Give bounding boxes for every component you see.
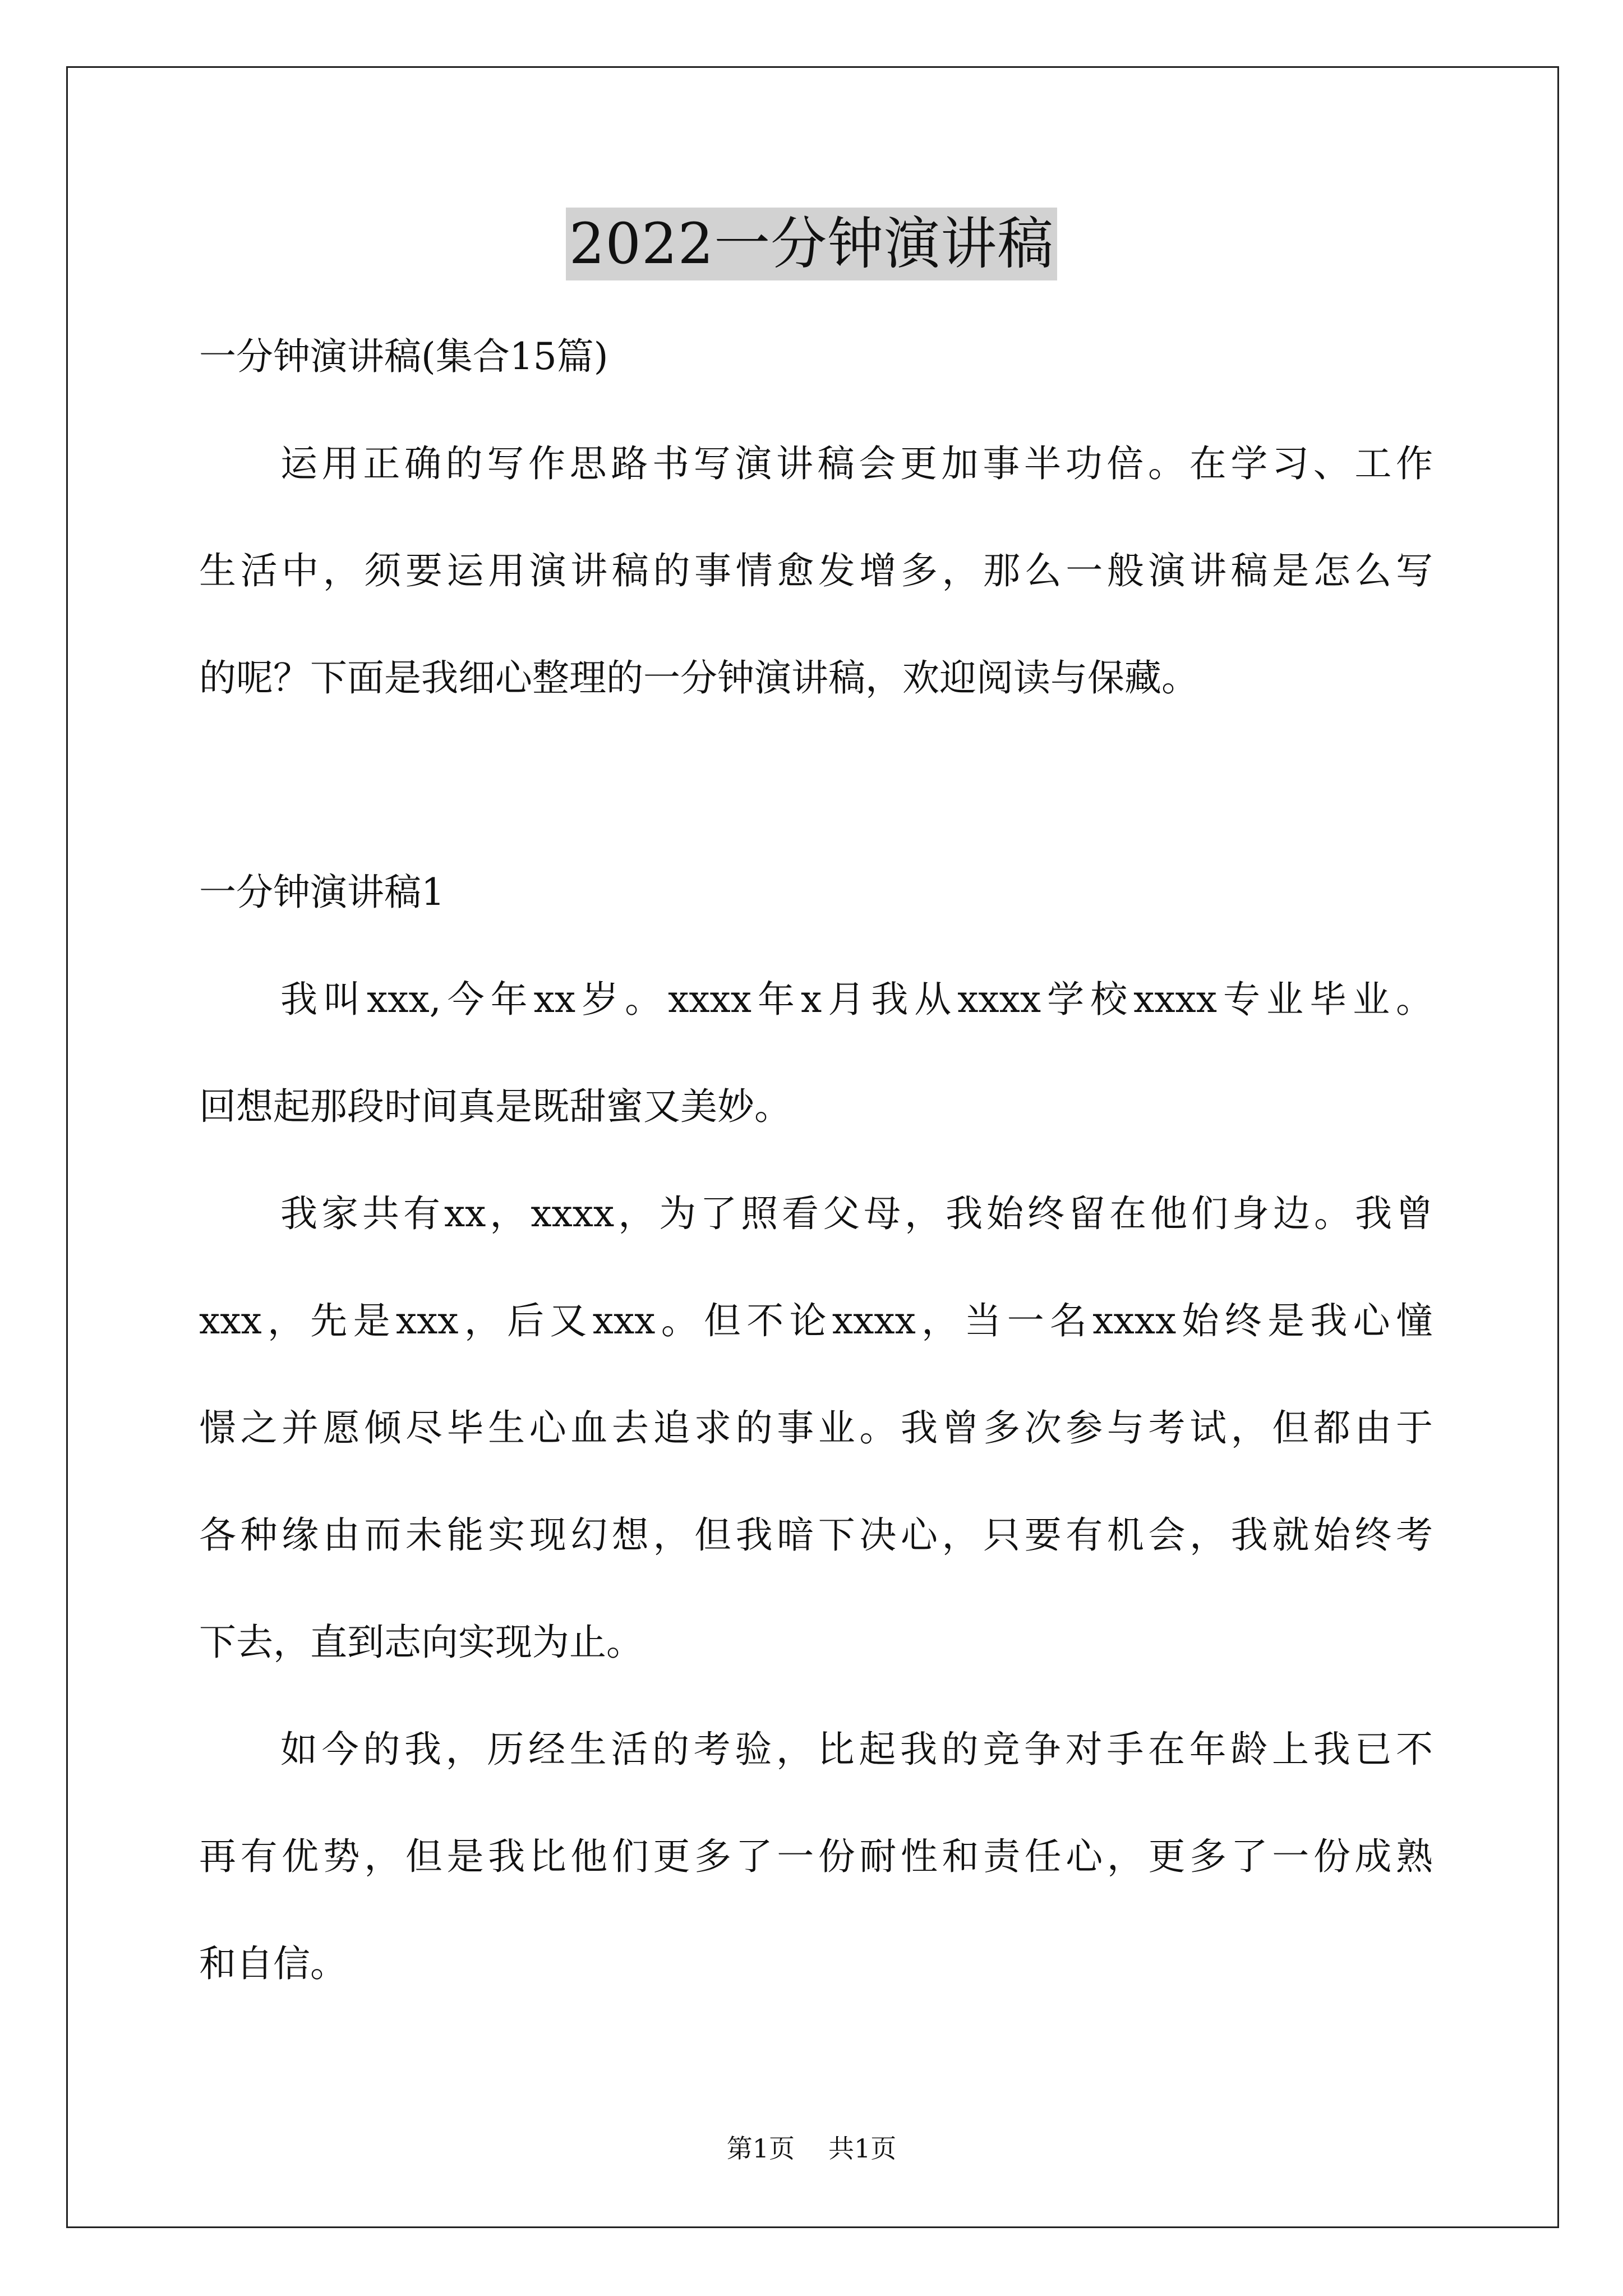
- subtitle: 一分钟演讲稿(集合15篇): [199, 335, 608, 378]
- paragraph-line: xxx，先是xxx，后又xxx。但不论xxxx，当一名xxxx始终是我心憧: [199, 1299, 1433, 1342]
- document-title: 2022一分钟演讲稿: [566, 208, 1058, 280]
- paragraph-line: 我叫xxx,今年xx岁。xxxx年x月我从xxxx学校xxxx专业毕业。: [280, 978, 1433, 1021]
- title-container: [0, 208, 1623, 280]
- paragraph-line: 再有优势，但是我比他们更多了一份耐性和责任心，更多了一份成熟: [199, 1835, 1433, 1878]
- paragraph-line: 如今的我，历经生活的考验，比起我的竞争对手在年龄上我已不: [280, 1728, 1433, 1771]
- intro-line: 的呢？下面是我细心整理的一分钟演讲稿，欢迎阅读与保藏。: [199, 656, 1198, 700]
- paragraph-line: 憬之并愿倾尽毕生心血去追求的事业。我曾多次参与考试，但都由于: [199, 1406, 1433, 1450]
- page-footer: [0, 2132, 1623, 2165]
- paragraph-line: 下去，直到志向实现为止。: [199, 1621, 643, 1664]
- paragraph-line: 和自信。: [199, 1942, 347, 1985]
- paragraph-line: 各种缘由而未能实现幻想，但我暗下决心，只要有机会，我就始终考: [199, 1513, 1433, 1557]
- intro-line: 生活中，须要运用演讲稿的事情愈发增多，那么一般演讲稿是怎么写: [199, 549, 1433, 592]
- page-total: 共1页: [828, 2133, 897, 2164]
- section-heading: 一分钟演讲稿1: [199, 871, 445, 914]
- paragraph-line: 回想起那段时间真是既甜蜜又美妙。: [199, 1085, 791, 1128]
- intro-line: 运用正确的写作思路书写演讲稿会更加事半功倍。在学习、工作: [280, 442, 1433, 485]
- paragraph-line: 我家共有xx，xxxx，为了照看父母，我始终留在他们身边。我曾: [280, 1192, 1433, 1235]
- document-body: [199, 303, 1433, 2017]
- page-number: 第1页: [726, 2133, 795, 2164]
- spacer: [199, 731, 1433, 839]
